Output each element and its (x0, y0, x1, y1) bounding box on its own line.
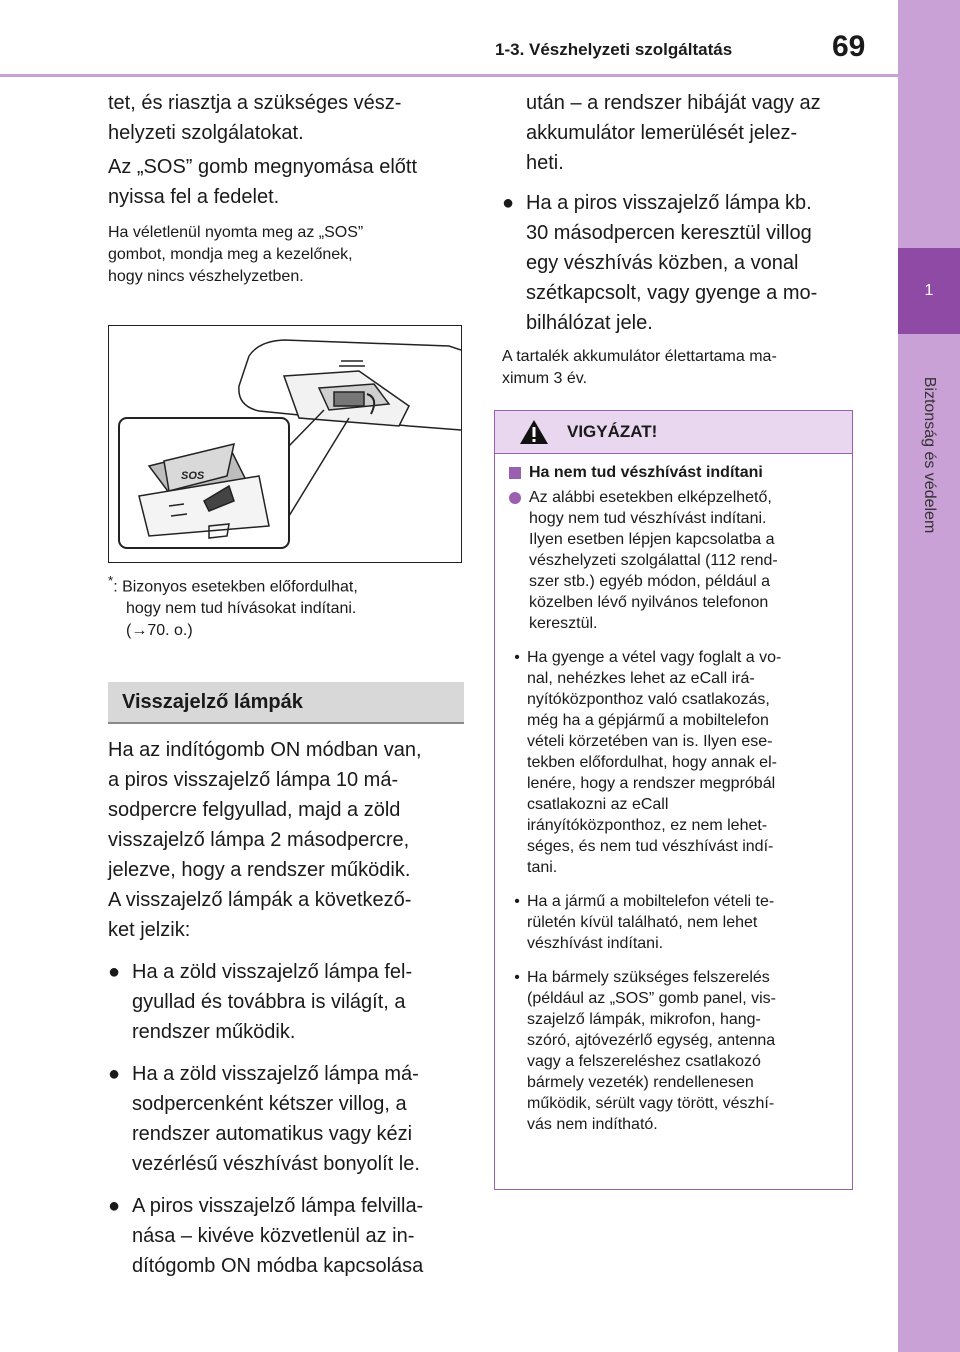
chapter-sidebar (898, 0, 960, 1352)
body-text (108, 735, 468, 1281)
list-item (108, 1191, 468, 1281)
warning-item-line: vás nem indítható. (527, 1116, 658, 1133)
running-header: 1-3. Vészhelyzeti szolgáltatás (495, 40, 733, 59)
footnote-line: (→70. o.) (126, 622, 193, 640)
warning-icon (519, 419, 549, 445)
warning-item-line: nyítóközponthoz való csatlakozás, (527, 691, 770, 708)
footnote (108, 570, 468, 642)
warning-item-line: működik, sérült vagy törött, vészhí- (527, 1095, 775, 1112)
warning-lead-text (529, 487, 778, 634)
circle-bullet-icon (509, 492, 521, 504)
warning-lead-line: Ilyen esetben lépjen kapcsolatba a (529, 531, 775, 548)
bullet-icon: ● (108, 1063, 121, 1085)
illus-sos-label: SOS (181, 470, 205, 482)
warning-item-line: lenére, hogy a rendszer megpróbál (527, 775, 776, 792)
footnote-text: : Bizonyos esetekben előfordulhat, (113, 578, 358, 596)
warning-item-line: (például az „SOS” gomb panel, vis- (527, 990, 776, 1007)
square-bullet-icon (509, 467, 521, 479)
footnote-line (108, 570, 468, 598)
note-line: hogy nincs vészhelyzetben. (108, 268, 304, 285)
page-number: 69 (832, 30, 866, 63)
warning-item-line: Ha a jármű a mobiltelefon vételi te- (527, 893, 775, 910)
chapter-name: Biztonság és védelem (921, 376, 938, 534)
warning-item-line: szóró, ajtóvezérlő egység, antenna (527, 1032, 776, 1049)
warning-item-line: vészhívást indítani. (527, 935, 664, 952)
warning-lead (507, 487, 842, 634)
warning-box (494, 410, 853, 1190)
right-text (502, 88, 852, 390)
section-title: Visszajelző lámpák (108, 682, 464, 724)
chapter-number-tab: 1 (898, 248, 960, 334)
text-line: Az „SOS” gomb megnyomása előtt (108, 156, 418, 178)
note-line: gombot, mondja meg a kezelőnek, (108, 246, 353, 263)
list-item (108, 957, 468, 1047)
text-line: gyullad és továbbra is világít, a (132, 991, 406, 1013)
warning-item-line: szajelző lámpák, mikrofon, hang- (527, 1011, 761, 1028)
text-line: dítógomb ON módba kapcsolása (132, 1255, 424, 1277)
warning-subheading-text: Ha nem tud vészhívást indítani (529, 464, 763, 481)
warning-list-item (507, 891, 842, 954)
bullet-icon: • (514, 893, 520, 910)
warning-item-line: vételi körzetében van is. Ilyen ese- (527, 733, 773, 750)
list-item (502, 188, 852, 338)
warning-item-line: séges, és nem tud vészhívást indí- (527, 838, 774, 855)
list-item (108, 1059, 468, 1179)
text-line: bilhálózat jele. (526, 312, 653, 334)
warning-list-item (507, 647, 842, 878)
warning-item-line: nal, nehézkes lehet az eCall irá- (527, 670, 755, 687)
warning-item-line: vagy a felszereléshez csatlakozó (527, 1053, 761, 1070)
note-line: Ha véletlenül nyomta meg az „SOS” (108, 224, 364, 241)
text-line: akkumulátor lemerülését jelez- (526, 122, 798, 144)
text-line: A visszajelző lámpák a következő- (108, 889, 412, 911)
text-line: tet, és riasztja a szükséges vész- (108, 92, 402, 114)
sos-button-illustration (108, 325, 462, 563)
warning-item-line: Ha bármely szükséges felszerelés (527, 969, 770, 986)
warning-lead-line: vészhelyzeti szolgálattal (112 rend- (529, 552, 778, 569)
warning-title: VIGYÁZAT! (567, 422, 658, 441)
bullet-icon: • (514, 649, 520, 666)
warning-lead-line: szer stb.) egyéb módon, például a (529, 573, 771, 590)
text-line: heti. (526, 152, 564, 174)
text-line: sodpercenként kétszer villog, a (132, 1093, 407, 1115)
text-line: szétkapcsolt, vagy gyenge a mo- (526, 282, 818, 304)
text-line: Ha az indítógomb ON módban van, (108, 739, 422, 761)
text-line: egy vészhívás közben, a vonal (526, 252, 799, 274)
warning-lead-line: Az alábbi esetekben elképzelhető, (529, 489, 772, 506)
bullet-icon: ● (108, 1195, 121, 1217)
bullet-icon: • (514, 969, 520, 986)
note-line: A tartalék akkumulátor élettartama ma- (502, 348, 777, 365)
text-line: rendszer működik. (132, 1021, 296, 1043)
warning-body (495, 454, 852, 1135)
warning-item-line: rületén kívül található, nem lehet (527, 914, 758, 931)
warning-item-line: még ha a gépjármű a mobiltelefon (527, 712, 769, 729)
warning-subheading (507, 462, 842, 483)
text-line: 30 másodpercen keresztül villog (526, 222, 812, 244)
warning-header (495, 411, 852, 454)
text-line: helyzeti szolgálatokat. (108, 122, 304, 144)
text-line: visszajelző lámpa 2 másodpercre, (108, 829, 410, 851)
warning-list-item (507, 967, 842, 1135)
footnote-mark: * (108, 573, 114, 588)
warning-lead-line: keresztül. (529, 615, 598, 632)
text-line: Ha a piros visszajelző lámpa kb. (526, 192, 812, 214)
intro-text (108, 88, 468, 288)
warning-item-line: Ha gyenge a vétel vagy foglalt a vo- (527, 649, 782, 666)
warning-item-line: irányítóközponthoz, ez nem lehet- (527, 817, 768, 834)
text-line: Ha a zöld visszajelző lámpa fel- (132, 961, 413, 983)
text-line: rendszer automatikus vagy kézi (132, 1123, 413, 1145)
header-rule (0, 74, 898, 77)
warning-item-line: csatlakozni az eCall (527, 796, 669, 813)
footnote-line: hogy nem tud hívásokat indítani. (126, 600, 357, 618)
warning-item-line: bármely vezeték) rendellenesen (527, 1074, 754, 1091)
bullet-icon: ● (108, 961, 121, 983)
warning-item-line: tekben előfordulhat, hogy annak el- (527, 754, 777, 771)
warning-lead-line: közelben lévő nyilvános telefonon (529, 594, 769, 611)
text-line: nyissa fel a fedelet. (108, 186, 280, 208)
text-line: vezérlésű vészhívást bonyolít le. (132, 1153, 420, 1175)
text-line: jelezve, hogy a rendszer működik. (108, 859, 411, 881)
text-line: nása – kivéve közvetlenül az in- (132, 1225, 415, 1247)
warning-item-line: tani. (527, 859, 558, 876)
text-line: sodpercre felgyullad, majd a zöld (108, 799, 401, 821)
text-line: után – a rendszer hibáját vagy az (526, 92, 821, 114)
text-line: ket jelzik: (108, 919, 191, 941)
warning-lead-line: hogy nem tud vészhívást indítani. (529, 510, 767, 527)
bullet-icon: ● (502, 192, 515, 214)
text-line: Ha a zöld visszajelző lámpa má- (132, 1063, 419, 1085)
note-line: ximum 3 év. (502, 370, 588, 387)
text-line: a piros visszajelző lámpa 10 má- (108, 769, 399, 791)
warning-items (507, 647, 842, 1135)
text-line: A piros visszajelző lámpa felvilla- (132, 1195, 424, 1217)
